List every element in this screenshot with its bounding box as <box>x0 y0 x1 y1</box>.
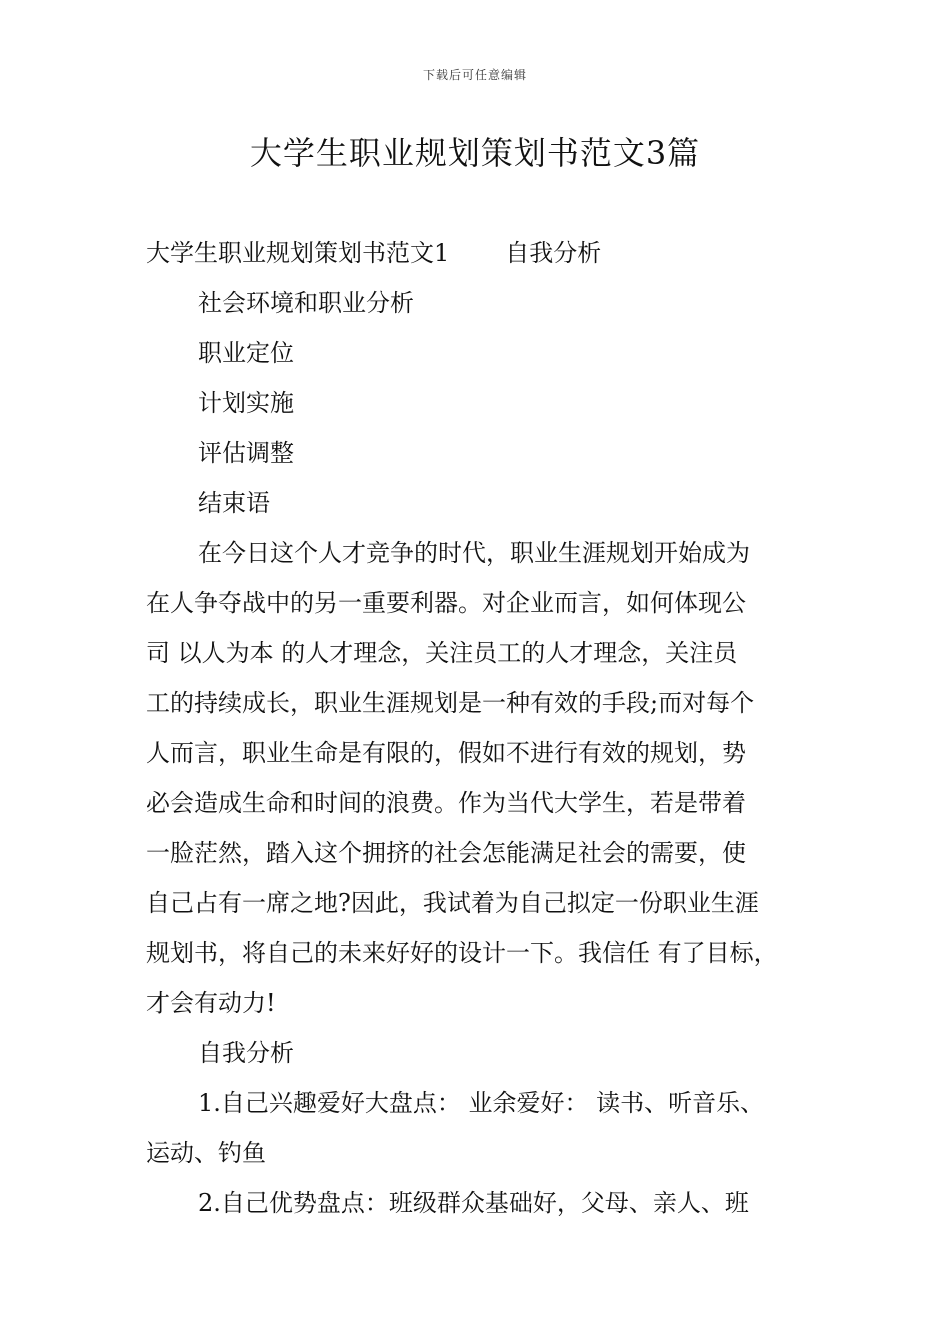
intro-paragraph-line: 人而言，职业生命是有限的，假如不进行有效的规划，势 <box>146 739 746 767</box>
intro-paragraph-line: 才会有动力! <box>146 989 276 1017</box>
toc-doc-label: 大学生职业规划策划书范文1 <box>146 239 450 267</box>
document-body <box>146 228 822 1228</box>
toc-item: 职业定位 <box>198 339 294 367</box>
toc-item: 社会环境和职业分析 <box>198 289 414 317</box>
header-note: 下载后可任意编辑 <box>422 68 527 82</box>
toc-item: 计划实施 <box>198 389 294 417</box>
intro-paragraph-line: 在今日这个人才竞争的时代，职业生涯规划开始成为 <box>198 539 750 567</box>
intro-paragraph-line: 工的持续成长，职业生涯规划是一种有效的手段;而对每个 <box>146 689 755 717</box>
intro-paragraph-line: 必会造成生命和时间的浪费。作为当代大学生，若是带着 <box>146 789 746 817</box>
toc-item-self-analysis: 自我分析 <box>505 239 602 267</box>
list-item-2-line: 2.自己优势盘点：班级群众基础好，父母、亲人、班 <box>198 1189 749 1217</box>
intro-paragraph-line: 一脸茫然，踏入这个拥挤的社会怎能满足社会的需要，使 <box>146 839 746 867</box>
document-title: 大学生职业规划策划书范文3篇 <box>249 134 701 172</box>
intro-paragraph-line: 在人争夺战中的另一重要利器。对企业而言，如何体现公 <box>146 589 746 617</box>
list-item-1-line: 1.自己兴趣爱好大盘点： 业余爱好： 读书、听音乐、 <box>198 1089 765 1117</box>
section-heading: 自我分析 <box>198 1039 294 1067</box>
toc-item: 评估调整 <box>198 439 294 467</box>
intro-paragraph-line: 司 以人为本 的人才理念，关注员工的人才理念，关注员 <box>146 639 738 667</box>
list-item-1-line: 运动、钓鱼 <box>146 1139 266 1167</box>
toc-first-line <box>146 228 822 278</box>
intro-paragraph-line: 规划书，将自己的未来好好的设计一下。我信任 有了目标， <box>146 939 778 967</box>
intro-paragraph-line: 自己占有一席之地?因此，我试着为自己拟定一份职业生涯 <box>146 889 759 917</box>
toc-item: 结束语 <box>198 489 270 517</box>
